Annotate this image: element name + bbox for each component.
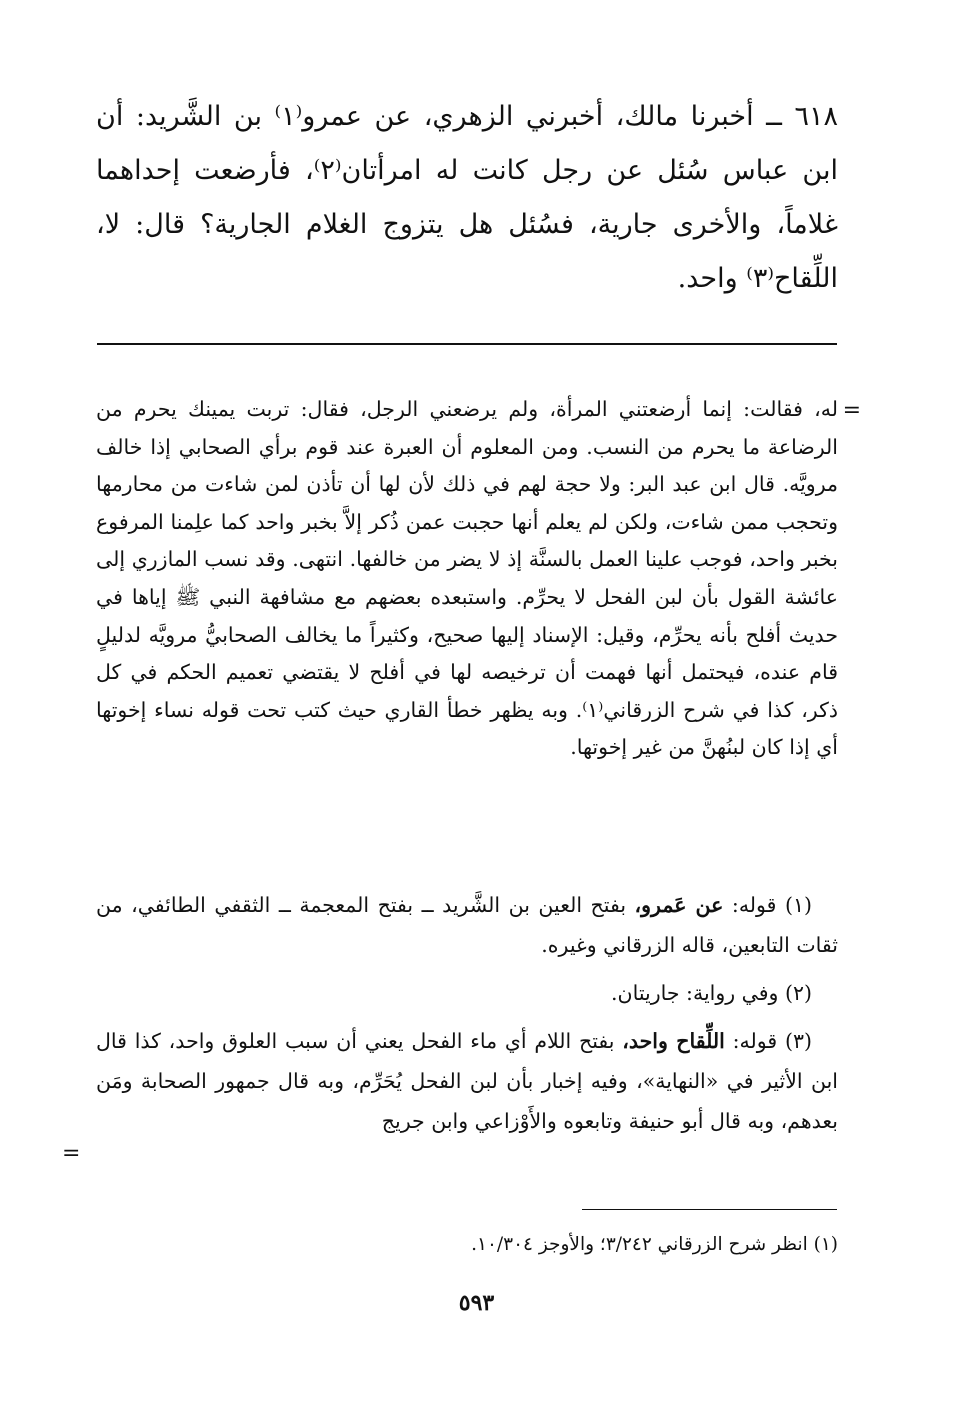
- note-2-number: (٢): [784, 981, 812, 1005]
- commentary-notes: [96, 885, 838, 1149]
- note-1-label: قوله:: [731, 893, 777, 917]
- footnote-number: (١): [813, 1234, 838, 1255]
- continuation-mark-bottom: =: [62, 1141, 81, 1166]
- note-3-text: بفتح اللام أي ماء الفحل يعني أن سبب العلوق واحد، كذا قال ابن الأثير في «النهاية»، وفيه إخبار بأن لبن الفحل يُحَرِّم، وبه قال جمهور الصحابة ومَن بعدهم، وبه قال أبو حنيفة وتابعوه والأَوْزاعي وابن جريج: [96, 1029, 838, 1133]
- commentary-paragraph: له، فقالت: إنما أرضعتني المرأة، ولم يرضعني الرجل، فقال: تربت يمينك يحرم من الرضاعة ما يحرم من النسب. ومن المعلوم أن العبرة عند قوم برأي الصحابي إذا خالف مرويَّه. قال ابن عبد البر: ولا حجة لهم في ذلك لأن لها أن تأذن لمن شاءت من محارمها وتحجب ممن شاءت، ولكن لم يعلم أنها حجبت عمن ذُكر إلاَّ بخبر واحد كما علِمنا المرفوع بخبر واحد، فوجب علينا العمل بالسنَّة إذ لا يضر من خالفها. انتهى. وقد نسب المازري إلى عائشة القول بأن لبن الفحل لا يحرِّم. واستبعده بعضهم مع مشافهة النبي ﷺ إياها في حديث أفلح بأنه يحرِّم، وقيل: الإسناد إليها صحيح، وكثيراً ما يخالف الصحابيُّ مرويَّه لدليلٍ قام عنده، فيحتمل أنها فهمت أن ترخيصه لها في أفلح لا يقتضي تعميم الحكم في كل ذكر، كذا في شرح الزرقاني⁽١⁾. وبه يظهر خطأ القاري حيث كتب تحت قوله نساء إخوتها أي إذا كان لبنُهنَّ من غير إخوتها.: [96, 397, 839, 760]
- note-3-number: (٣): [784, 1029, 812, 1053]
- continuation-mark-top: =: [842, 398, 861, 423]
- hadith-text: [96, 90, 838, 306]
- note-1-number: (١): [784, 893, 812, 917]
- note-2-text: وفي رواية: جاريتان.: [611, 981, 779, 1005]
- note-1-keyword: عن عَمرو،: [634, 893, 724, 917]
- page-number: ٥٩٣: [458, 1290, 495, 1316]
- note-1-text: بفتح العين بن الشَّريد ــ بفتح المعجمة ــ الثقفي الطائفي، من ثقات التابعين، قاله الزرقاني وغيره.: [96, 893, 838, 957]
- footnote-separator-rule: [582, 1209, 837, 1210]
- note-3: [96, 1021, 838, 1141]
- footnote: [96, 1228, 838, 1262]
- note-1: [96, 885, 838, 965]
- note-3-keyword: اللِّقاح واحد،: [622, 1029, 725, 1053]
- note-2: [96, 973, 838, 1013]
- main-separator-rule: [97, 343, 837, 345]
- footnote-text: انظر شرح الزرقاني ٣/٢٤٢؛ والأوجز ١٠/٣٠٤.: [471, 1234, 808, 1255]
- note-3-label: قوله:: [732, 1029, 778, 1053]
- hadith-paragraph: ٦١٨ ــ أخبرنا مالك، أخبرني الزهري، عن عمرو⁽١⁾ بن الشَّريد: أن ابن عباس سُئل عن رجل كانت له امرأتان⁽٢⁾، فأرضعت إحداهما غلاماً، والأخرى جارية، فسُئل هل يتزوج الغلام الجارية؟ قال: لا، اللِّقاح⁽٣⁾ واحد.: [96, 101, 838, 294]
- commentary-text: [96, 391, 838, 767]
